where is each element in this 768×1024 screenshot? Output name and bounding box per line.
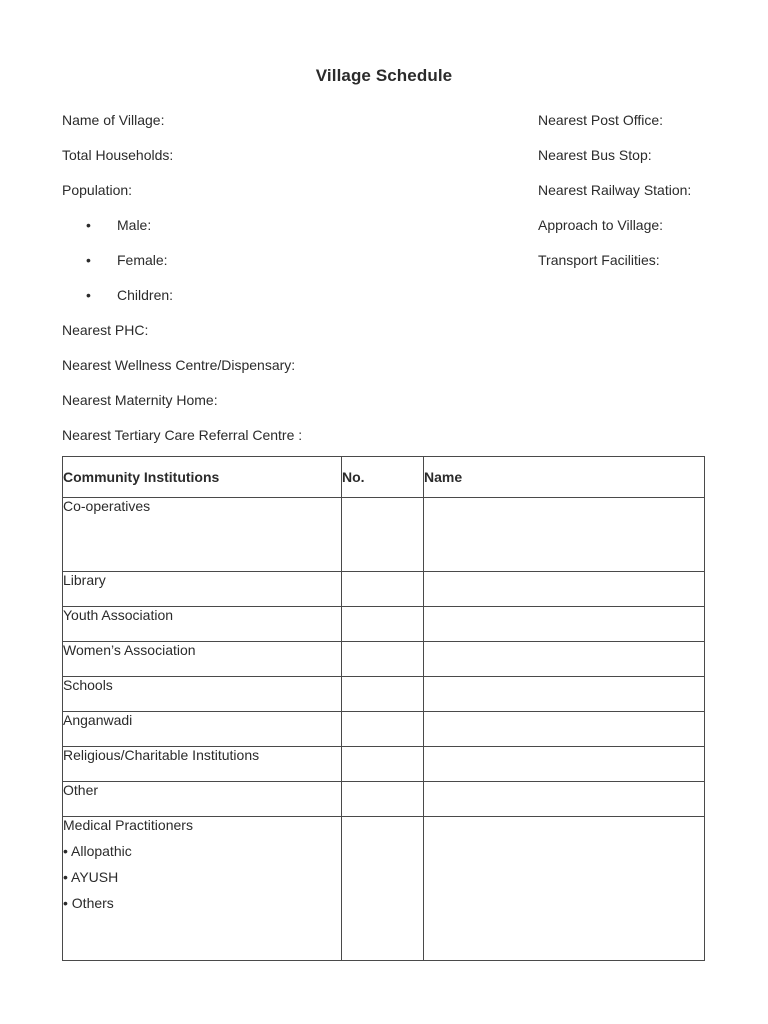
population-label: Population: [62,182,133,198]
header-community-institutions: Community Institutions [63,457,342,498]
number-cell[interactable] [342,642,424,677]
bullet-dot: • [86,252,91,268]
table-row [63,747,705,782]
female-label: Female: [117,252,168,268]
name-of-village-label: Name of Village: [62,112,165,128]
children-label: Children: [117,287,174,303]
number-cell[interactable] [342,747,424,782]
number-cell[interactable] [342,712,424,747]
number-cell[interactable] [342,607,424,642]
male-label: Male: [117,217,152,233]
medical-practitioners-title: Medical Practitioners [63,817,193,833]
total-households-label: Total Households: [62,147,174,163]
medical-item-allopathic: • Allopathic [63,843,132,859]
nearest-wellness-label: Nearest Wellness Centre/Dispensary: [62,357,296,373]
table-row [63,607,705,642]
table-row [63,642,705,677]
row-label-other: Other [63,782,342,817]
name-cell[interactable] [424,572,705,607]
nearest-railway-station-label: Nearest Railway Station: [538,182,692,198]
name-cell[interactable] [424,712,705,747]
medical-item-ayush: • AYUSH [63,869,119,885]
number-cell[interactable] [342,677,424,712]
name-cell[interactable] [424,498,705,572]
bullet-dot: • [86,217,91,233]
approach-to-village-label: Approach to Village: [538,217,664,233]
transport-facilities-label: Transport Facilities: [538,252,660,268]
table-row [63,782,705,817]
nearest-post-office-label: Nearest Post Office: [538,112,664,128]
community-institutions-table [62,456,705,961]
row-label-medical-practitioners [63,817,342,961]
page-title: Village Schedule [315,66,453,85]
number-cell[interactable] [342,498,424,572]
number-cell[interactable] [342,572,424,607]
row-label-religious-charitable: Religious/Charitable Institutions [63,747,342,782]
number-cell[interactable] [342,817,424,961]
bullet-dot: • [86,287,91,303]
row-label-anganwadi: Anganwadi [63,712,342,747]
nearest-phc-label: Nearest PHC: [62,322,149,338]
row-label-youth-association: Youth Association [63,607,342,642]
nearest-bus-stop-label: Nearest Bus Stop: [538,147,652,163]
table-row [63,712,705,747]
nearest-tertiary-label: Nearest Tertiary Care Referral Centre : [62,427,303,443]
row-label-womens-association: Women’s Association [63,642,342,677]
table-row [63,498,705,572]
name-cell[interactable] [424,677,705,712]
number-cell[interactable] [342,782,424,817]
row-label-library: Library [63,572,342,607]
row-label-schools: Schools [63,677,342,712]
medical-item-others: • Others [63,895,114,911]
nearest-maternity-label: Nearest Maternity Home: [62,392,218,408]
header-number: No. [342,457,424,498]
name-cell[interactable] [424,607,705,642]
row-label-co-operatives: Co-operatives [63,498,342,572]
table-row [63,572,705,607]
name-cell[interactable] [424,782,705,817]
name-cell[interactable] [424,642,705,677]
header-name: Name [424,457,705,498]
table-row [63,817,705,961]
name-cell[interactable] [424,817,705,961]
table-header-row [63,457,705,498]
name-cell[interactable] [424,747,705,782]
table-row [63,677,705,712]
